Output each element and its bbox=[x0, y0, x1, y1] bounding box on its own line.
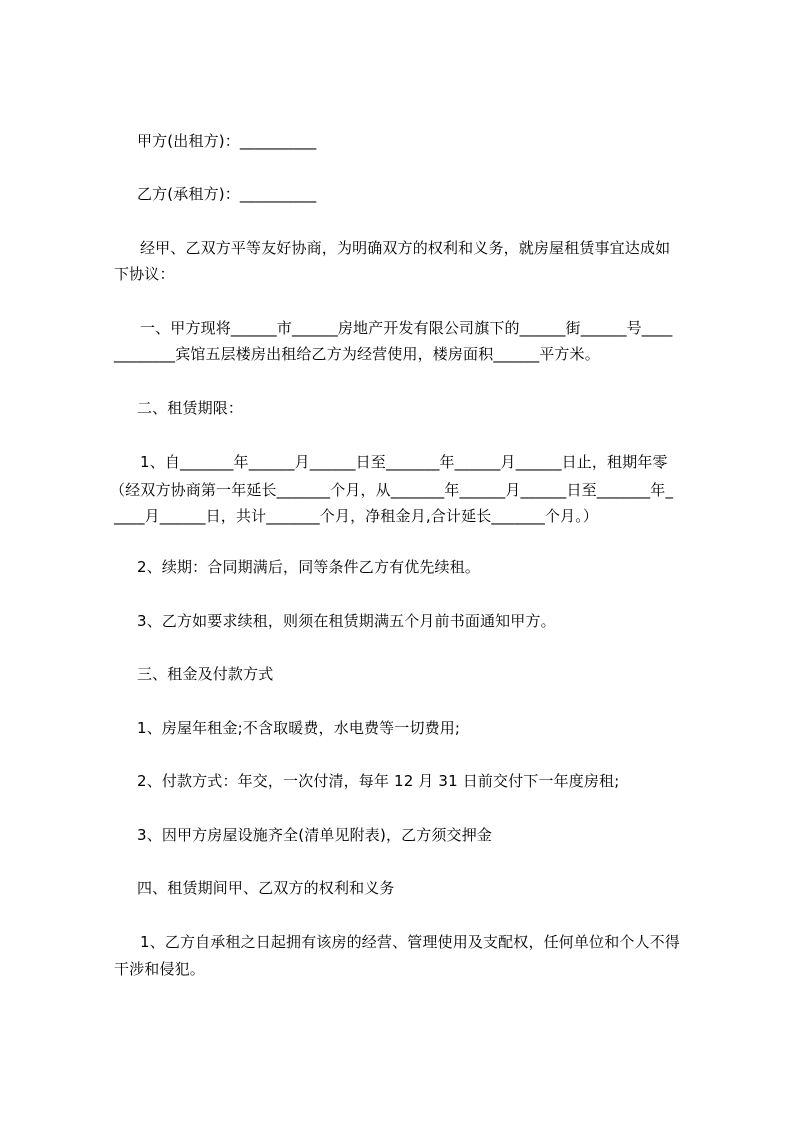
intro-line-2: 下协议： bbox=[114, 265, 175, 283]
section-2-item-3: 3、乙方如要求续租，则须在租赁期满五个月前书面通知甲方。 bbox=[137, 612, 556, 630]
section-4-item-1-line-1: 1、乙方自承租之日起拥有该房的经营、管理使用及支配权，任何单位和个人不得 bbox=[140, 933, 680, 951]
section-3-item-3: 3、因甲方房屋设施齐全(清单见附表)，乙方须交押金 bbox=[137, 826, 492, 844]
section-4-item-1-line-2: 干涉和侵犯。 bbox=[114, 960, 205, 978]
clause-1-line-2: ________宾馆五层楼房出租给乙方为经营使用，楼房面积______平方米。 bbox=[114, 345, 600, 363]
clause-1-line-1: 一、甲方现将______市______房地产开发有限公司旗下的______街______号____ bbox=[140, 319, 673, 337]
section-3-item-2: 2、付款方式：年交，一次付清，每年 12 月 31 日前交付下一年度房租; bbox=[137, 772, 620, 790]
intro-line-1: 经甲、乙双方平等友好协商，为明确双方的权利和义务，就房屋租赁事宜达成如 bbox=[140, 239, 671, 257]
section-3-item-1: 1、房屋年租金;不含取暖费，水电费等一切费用; bbox=[137, 719, 461, 737]
section-2-item-1-line-2: （经双方协商第一年延长_______个月，从_______年______月______日至_______年_ bbox=[110, 481, 674, 499]
section-3-title: 三、租金及付款方式 bbox=[137, 665, 274, 683]
section-2-item-1-line-1: 1、自_______年______月______日至_______年______月______日止，租期年零 bbox=[140, 453, 668, 471]
section-2-item-1-line-3: ____月______日，共计_______个月，净租金月,合计延长_______个月。） bbox=[114, 507, 599, 525]
section-2-title: 二、租赁期限： bbox=[137, 399, 244, 417]
section-2-item-2: 2、续期：合同期满后，同等条件乙方有优先续租。 bbox=[137, 558, 480, 576]
party-b-line: 乙方(承租方)：__________ bbox=[137, 185, 317, 203]
party-a-line: 甲方(出租方)：__________ bbox=[137, 132, 317, 150]
section-4-title: 四、租赁期间甲、乙双方的权利和义务 bbox=[137, 879, 395, 897]
